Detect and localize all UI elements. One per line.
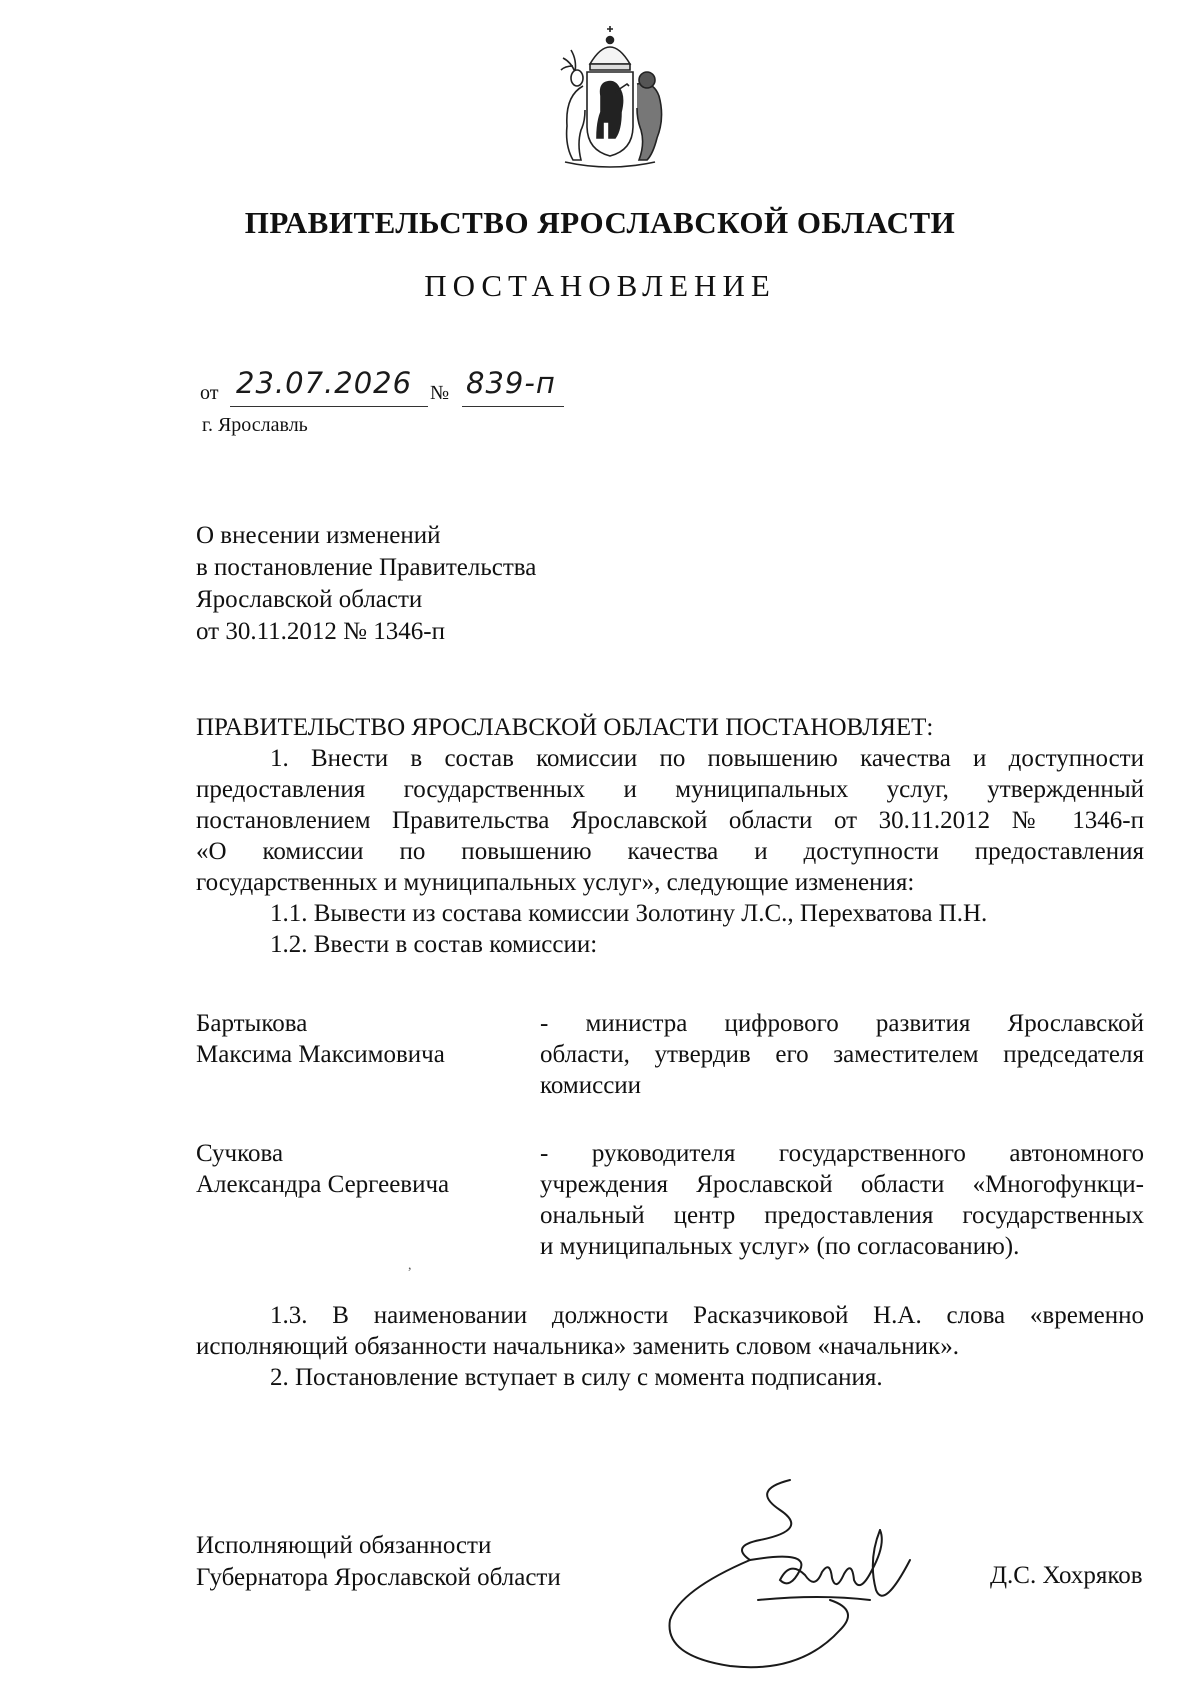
coat-of-arms-emblem bbox=[535, 26, 685, 176]
scan-mark: , bbox=[408, 1258, 412, 1273]
item1-line: постановлением Правительства Ярославской области от 30.11.2012 № 1346-п bbox=[196, 807, 1144, 834]
person-role-line: комиссии bbox=[540, 1072, 642, 1099]
number-prefix: № bbox=[430, 382, 450, 404]
document-type: ПОСТАНОВЛЕНИЕ bbox=[424, 268, 776, 303]
item1-line: 1. Внести в состав комиссии по повышению качества и доступности bbox=[270, 745, 1144, 772]
number-underline bbox=[462, 406, 564, 407]
item1-line: «О комиссии по повышению качества и доступности предоставления bbox=[196, 838, 1144, 865]
signatory-position-line: Исполняющий обязанности bbox=[196, 1532, 492, 1559]
person-role-line: области, утвердив его заместителем председателя bbox=[540, 1041, 1144, 1068]
item1-3-line: исполняющий обязанности начальника» заменить словом «начальник». bbox=[196, 1333, 959, 1360]
item1-line: государственных и муниципальных услуг», следующие изменения: bbox=[196, 869, 915, 896]
subject-line: Ярославской области bbox=[196, 586, 423, 613]
person-role-line: и муниципальных услуг» (по согласованию). bbox=[540, 1233, 1020, 1260]
registration-line bbox=[200, 362, 600, 412]
government-title: ПРАВИТЕЛЬСТВО ЯРОСЛАВСКОЙ ОБЛАСТИ bbox=[244, 205, 956, 240]
decree-line: ПРАВИТЕЛЬСТВО ЯРОСЛАВСКОЙ ОБЛАСТИ ПОСТАНОВЛЯЕТ: bbox=[196, 714, 934, 741]
city: г. Ярославль bbox=[202, 414, 308, 436]
document-subject bbox=[196, 520, 536, 648]
person-role-line: - министра цифрового развития Ярославской bbox=[540, 1010, 1144, 1037]
handwritten-signature bbox=[640, 1460, 960, 1680]
person-role bbox=[540, 1138, 1144, 1262]
subject-line: от 30.11.2012 № 1346-п bbox=[196, 618, 445, 645]
person-name-line: Александра Сергеевича bbox=[196, 1171, 450, 1198]
person-name bbox=[196, 1008, 445, 1070]
person-role bbox=[540, 1008, 1144, 1101]
item1-line: предоставления государственных и муниципальных услуг, утвержденный bbox=[196, 776, 1144, 803]
item1-2: 1.2. Ввести в состав комиссии: bbox=[270, 931, 598, 958]
item1-1: 1.1. Вывести из состава комиссии Золотину Л.С., Перехватова П.Н. bbox=[270, 900, 988, 927]
person-role-line: учреждения Ярославской области «Многофункци- bbox=[540, 1171, 1144, 1198]
signatory-position bbox=[196, 1530, 561, 1594]
handwritten-number: 839-п bbox=[466, 366, 556, 400]
signer-name: Д.С. Хохряков bbox=[990, 1562, 1143, 1589]
item2: 2. Постановление вступает в силу с момента подписания. bbox=[270, 1364, 883, 1391]
date-underline bbox=[230, 406, 428, 407]
subject-line: О внесении изменений bbox=[196, 522, 441, 549]
person-name-line: Максима Максимовича bbox=[196, 1041, 445, 1068]
person-role-line: - руководителя государственного автономного bbox=[540, 1140, 1144, 1167]
item1-3-line: 1.3. В наименовании должности Расказчиковой Н.А. слова «временно bbox=[270, 1302, 1144, 1329]
date-prefix: от bbox=[200, 382, 219, 404]
person-name-line: Сучкова bbox=[196, 1140, 284, 1167]
handwritten-date: 23.07.2026 bbox=[236, 366, 413, 400]
person-name bbox=[196, 1138, 449, 1200]
person-role-line: ональный центр предоставления государственных bbox=[540, 1202, 1144, 1229]
person-name-line: Бартыкова bbox=[196, 1010, 308, 1037]
subject-line: в постановление Правительства bbox=[196, 554, 537, 581]
signatory-position-line: Губернатора Ярославской области bbox=[196, 1564, 561, 1591]
